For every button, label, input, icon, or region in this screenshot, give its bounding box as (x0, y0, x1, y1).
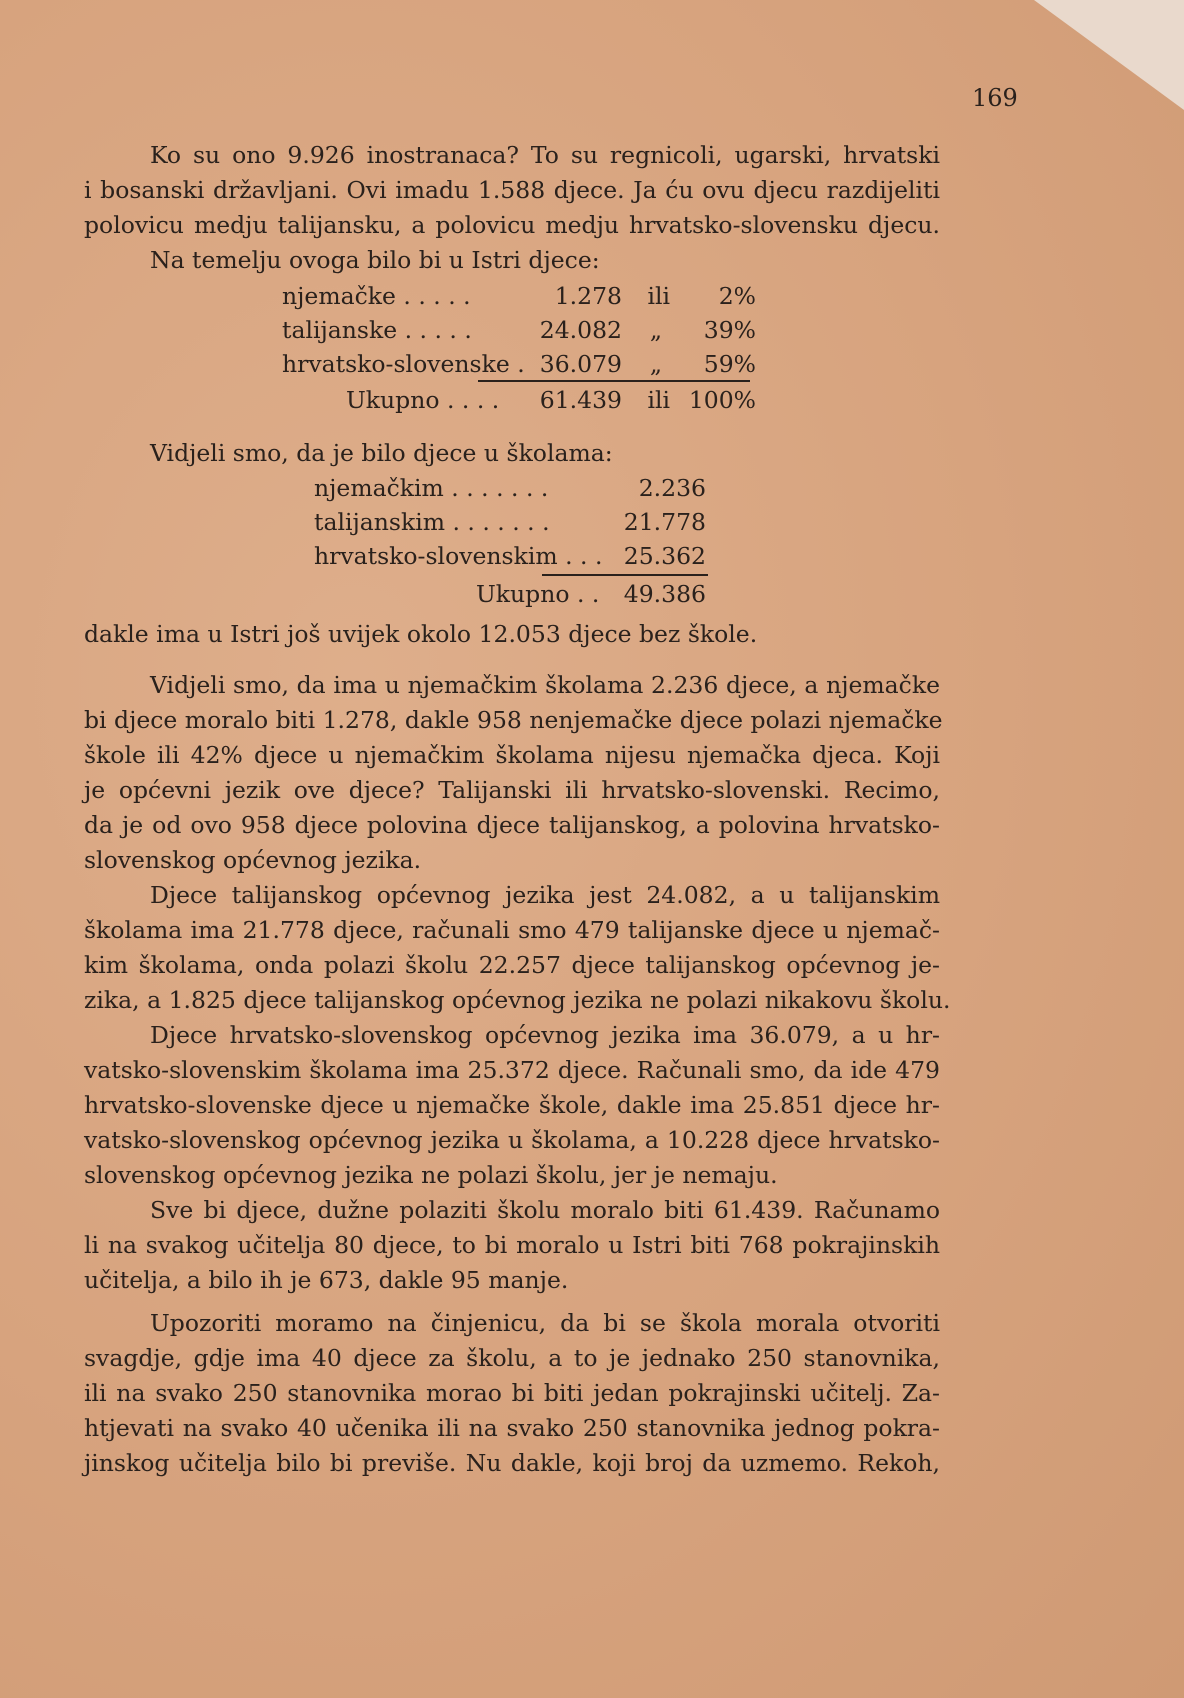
paragraph-4 (84, 1193, 940, 1298)
folded-page-corner (1034, 0, 1184, 110)
row-label: talijanske . . . . . (282, 316, 472, 344)
text-line: hrvatsko-slovenske djece u njemačke škole, dakle ima 25.851 djece hr- (84, 1091, 940, 1119)
text-line: škole ili 42% djece u njemačkim školama nijesu njemačka djeca. Koji (84, 741, 940, 769)
text-line: učitelja, a bilo ih je 673, dakle 95 manje. (84, 1266, 569, 1294)
text-line: jinskog učitelja bilo bi previše. Nu dakle, koji broj da uzmemo. Rekoh, (84, 1449, 940, 1477)
text-line: kim školama, onda polazi školu 22.257 djece talijanskog općevnog je- (84, 951, 940, 979)
table-row (282, 282, 762, 316)
text-line: Upozoriti moramo na činjenicu, da bi se škola morala otvoriti (150, 1309, 940, 1337)
schools-intro (150, 436, 850, 471)
row-count: 24.082 (539, 316, 622, 344)
intro-last-line (150, 243, 850, 278)
text-line: Vidjeli smo, da ima u njemačkim školama 2.236 djece, a njemačke (150, 671, 940, 699)
text-line: i bosanski državljani. Ovi imadu 1.588 djece. Ja ću ovu djecu razdijeliti (84, 176, 940, 204)
text-line: je općevni jezik ove djece? Talijanski ili hrvatsko-slovenski. Recimo, (84, 776, 940, 804)
table-row (282, 316, 762, 350)
row-label: njemačkim . . . . . . . (314, 474, 549, 502)
paragraph-1 (84, 668, 943, 878)
sum-rule (542, 574, 708, 576)
row-percent: 59% (703, 350, 756, 378)
total-separator: ili (647, 386, 670, 414)
total-count: 49.386 (623, 580, 706, 608)
row-separator: „ (649, 316, 662, 344)
table-row (314, 542, 714, 576)
table-row (314, 474, 714, 508)
table-total-row (314, 580, 714, 614)
row-percent: 39% (703, 316, 756, 344)
text-line: Djece talijanskog općevnog jezika jest 24.082, a u talijanskim (150, 881, 940, 909)
schools-table (314, 474, 714, 618)
table-total-row (282, 386, 762, 420)
paragraph-3 (84, 1018, 940, 1193)
text-line: vatsko-slovenskog općevnog jezika u školama, a 10.228 djece hrvatsko- (84, 1126, 940, 1154)
text-line: da je od ovo 958 djece polovina djece talijanskog, a polovina hrvatsko- (84, 811, 940, 839)
total-label: Ukupno . . . . (346, 386, 500, 414)
text-line: zika, a 1.825 djece talijanskog općevnog jezika ne polazi nikakovu školu. (84, 986, 951, 1014)
row-count: 25.362 (623, 542, 706, 570)
total-label: Ukupno . . (476, 580, 600, 608)
language-distribution-table (282, 282, 762, 422)
text-line: Ko su ono 9.926 inostranaca? To su regnicoli, ugarski, hrvatski (150, 141, 940, 169)
page-number: 169 (972, 84, 1018, 112)
row-separator: „ (649, 350, 662, 378)
intro-paragraph-cont (84, 173, 940, 243)
text-line: li na svakog učitelja 80 djece, to bi moralo u Istri biti 768 pokrajinskih (84, 1231, 940, 1259)
text-line: polovicu medju talijansku, a polovicu medju hrvatsko-slovensku djecu. (84, 211, 940, 239)
after-table-sentence (84, 617, 884, 652)
intro-paragraph (150, 138, 940, 173)
table-row (282, 350, 762, 384)
total-percent: 100% (688, 386, 756, 414)
row-count: 2.236 (638, 474, 706, 502)
text-line: Vidjeli smo, da je bilo djece u školama: (150, 439, 613, 467)
row-label: talijanskim . . . . . . . (314, 508, 550, 536)
table-row (314, 508, 714, 542)
text-line: slovenskog općevnog jezika. (84, 846, 422, 874)
row-label: hrvatsko-slovenske . (282, 350, 525, 378)
total-count: 61.439 (539, 386, 622, 414)
paragraph-5 (84, 1306, 940, 1481)
row-count: 1.278 (554, 282, 622, 310)
text-line: svagdje, gdje ima 40 djece za školu, a to je jednako 250 stanovnika, (84, 1344, 940, 1372)
row-label: hrvatsko-slovenskim . . . (314, 542, 603, 570)
text-line: školama ima 21.778 djece, računali smo 479 talijanske djece u njemač- (84, 916, 940, 944)
paragraph-2 (84, 878, 951, 1018)
row-separator: ili (647, 282, 670, 310)
row-percent: 2% (718, 282, 756, 310)
text-line: Sve bi djece, dužne polaziti školu moralo biti 61.439. Računamo (150, 1196, 940, 1224)
row-label: njemačke . . . . . (282, 282, 471, 310)
text-line: ili na svako 250 stanovnika morao bi biti jedan pokrajinski učitelj. Za- (84, 1379, 940, 1407)
row-count: 36.079 (539, 350, 622, 378)
text-line: Djece hrvatsko-slovenskog općevnog jezika ima 36.079, a u hr- (150, 1021, 940, 1049)
row-count: 21.778 (623, 508, 706, 536)
text-line: slovenskog općevnog jezika ne polazi školu, jer je nemaju. (84, 1161, 778, 1189)
text-line: vatsko-slovenskim školama ima 25.372 djece. Računali smo, da ide 479 (84, 1056, 940, 1084)
text-line: Na temelju ovoga bilo bi u Istri djece: (150, 246, 600, 274)
text-line: dakle ima u Istri još uvijek okolo 12.053 djece bez škole. (84, 620, 758, 648)
text-line: htjevati na svako 40 učenika ili na svako 250 stanovnika jednog pokra- (84, 1414, 940, 1442)
sum-rule (478, 380, 750, 382)
text-line: bi djece moralo biti 1.278, dakle 958 nenjemačke djece polazi njemačke (84, 706, 943, 734)
